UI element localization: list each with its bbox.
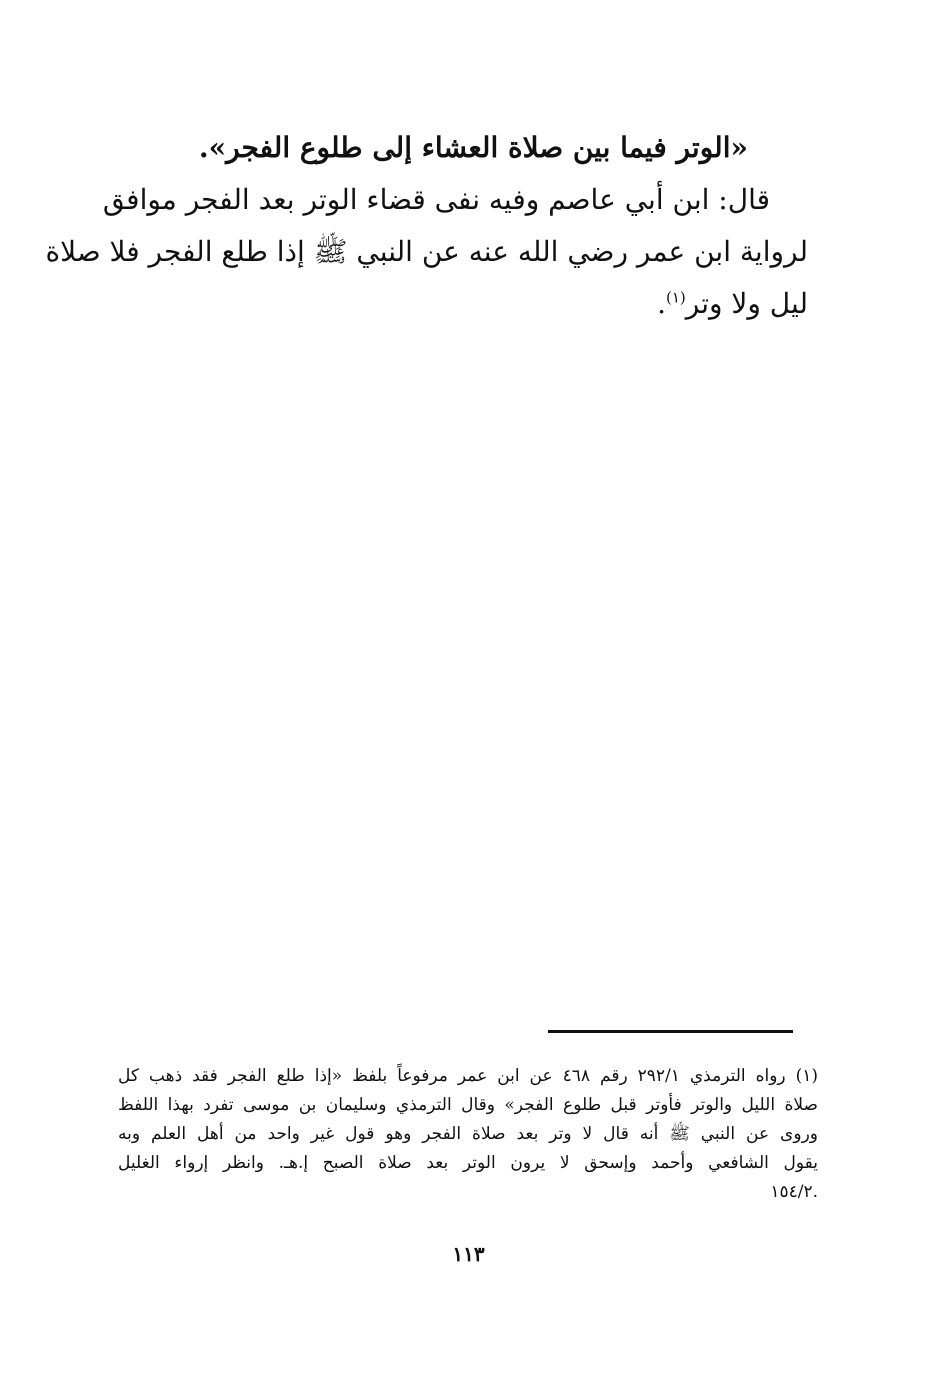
body-line-last xyxy=(128,278,808,330)
main-text-block xyxy=(45,122,808,330)
line-end-punctuation: . xyxy=(657,287,666,320)
body-line: لرواية ابن عمر رضي الله عنه عن النبي ﷺ إذا طلع الفجر فلا صلاة xyxy=(45,235,808,268)
footnote-line: (١) رواه الترمذي ٢٩٢/١ رقم ٤٦٨ عن ابن عمر مرفوعاً بلفظ «إذا طلع الفجر فقد ذهب كل xyxy=(118,1066,819,1086)
footnote-line: .١٥٤/٢ xyxy=(770,1182,818,1202)
hadith-quote-line: «الوتر فيما بين صلاة العشاء إلى طلوع الفجر». xyxy=(198,131,748,164)
body-line: قال: ابن أبي عاصم وفيه نفى قضاء الوتر بعد الفجر موافق xyxy=(102,183,770,216)
footnote-separator xyxy=(548,1030,793,1033)
footnote-reference: (١) xyxy=(665,288,686,307)
page-number: ١١٣ xyxy=(452,1242,485,1266)
footnote-line: وروى عن النبي ﷺ أنه قال لا وتر بعد صلاة الفجر وهو قول غير واحد من أهل العلم وبه xyxy=(118,1124,818,1144)
body-line-text: ليل ولا وتر xyxy=(685,287,808,320)
footnotes-block xyxy=(118,1062,818,1207)
footnote-line: صلاة الليل والوتر فأوتر قبل طلوع الفجر» وقال الترمذي وسليمان بن موسى تفرد بهذا اللفظ xyxy=(118,1095,818,1115)
footnote-line: يقول الشافعي وأحمد وإسحق لا يرون الوتر بعد صلاة الصبح إ.هـ. وانظر إرواء الغليل xyxy=(118,1153,818,1173)
